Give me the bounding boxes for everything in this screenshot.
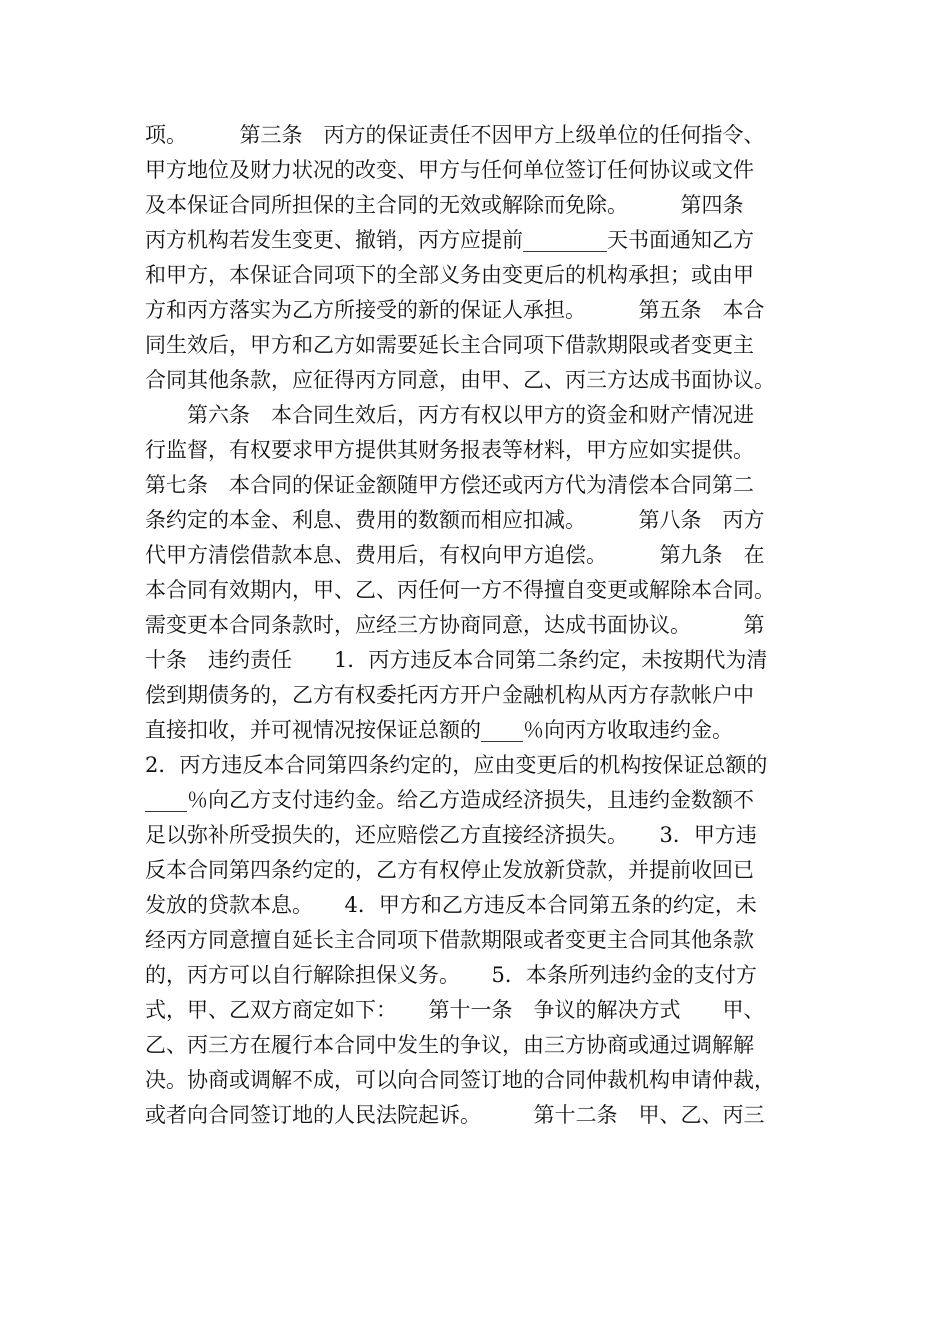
text-line: 需变更本合同条款时，应经三方协商同意，达成书面协议。 第 bbox=[145, 613, 765, 637]
text-line: 决。协商或调解不成，可以向合同签订地的合同仲裁机构申请仲裁， bbox=[145, 1068, 775, 1092]
text-line: 甲方地位及财力状况的改变、甲方与任何单位签订任何协议或文件 bbox=[145, 158, 754, 182]
text-line: 及本保证合同所担保的主合同的无效或解除而免除。 第四条 bbox=[145, 193, 744, 217]
text-line: 直接扣收，并可视情况按保证总额的____％向丙方收取违约金。 bbox=[145, 718, 733, 742]
text-line: 十条 违约责任 1．丙方违反本合同第二条约定，未按期代为清 bbox=[145, 648, 768, 672]
text-line: 或者向合同签订地的人民法院起诉。 第十二条 甲、乙、丙三 bbox=[145, 1103, 765, 1127]
text-line: 和甲方，本保证合同项下的全部义务由变更后的机构承担；或由甲 bbox=[145, 263, 754, 287]
text-line: 第七条 本合同的保证金额随甲方偿还或丙方代为清偿本合同第二 bbox=[145, 473, 754, 497]
text-line: 行监督，有权要求甲方提供其财务报表等材料，甲方应如实提供。 bbox=[145, 438, 754, 462]
text-line: 发放的贷款本息。 4．甲方和乙方违反本合同第五条的约定，未 bbox=[145, 893, 757, 917]
text-line: 代甲方清偿借款本息、费用后，有权向甲方追偿。 第九条 在 bbox=[145, 543, 765, 567]
text-line: 条约定的本金、利息、费用的数额而相应扣减。 第八条 丙方 bbox=[145, 508, 765, 532]
text-line: 方和丙方落实为乙方所接受的新的保证人承担。 第五条 本合 bbox=[145, 298, 765, 322]
contract-body-text bbox=[145, 118, 815, 1133]
text-line: 反本合同第四条约定的，乙方有权停止发放新贷款，并提前收回已 bbox=[145, 858, 754, 882]
text-line: 的，丙方可以自行解除担保义务。 5．本条所列违约金的支付方 bbox=[145, 963, 757, 987]
text-line: 同生效后，甲方和乙方如需要延长主合同项下借款期限或者变更主 bbox=[145, 333, 754, 357]
text-line: 足以弥补所受损失的，还应赔偿乙方直接经济损失。 3．甲方违 bbox=[145, 823, 757, 847]
text-line: 乙、丙三方在履行本合同中发生的争议，由三方协商或通过调解解 bbox=[145, 1033, 754, 1057]
text-line: 项。 第三条 丙方的保证责任不因甲方上级单位的任何指令、 bbox=[145, 123, 765, 147]
text-line: 式，甲、乙双方商定如下： 第十一条 争议的解决方式 甲、 bbox=[145, 998, 765, 1022]
text-line: 合同其他条款，应征得丙方同意，由甲、乙、丙三方达成书面协议。 bbox=[145, 368, 775, 392]
text-line: 偿到期债务的，乙方有权委托丙方开户金融机构从丙方存款帐户中 bbox=[145, 683, 754, 707]
text-line: 丙方机构若发生变更、撤销，丙方应提前________天书面通知乙方 bbox=[145, 228, 754, 252]
text-line: 2．丙方违反本合同第四条约定的，应由变更后的机构按保证总额的 bbox=[145, 753, 768, 777]
text-line: 第六条 本合同生效后，丙方有权以甲方的资金和财产情况进 bbox=[145, 403, 754, 427]
text-line: 本合同有效期内，甲、乙、丙任何一方不得擅自变更或解除本合同。 bbox=[145, 578, 775, 602]
text-line: ____％向乙方支付违约金。给乙方造成经济损失，且违约金数额不 bbox=[145, 788, 754, 812]
text-line: 经丙方同意擅自延长主合同项下借款期限或者变更主合同其他条款 bbox=[145, 928, 754, 952]
